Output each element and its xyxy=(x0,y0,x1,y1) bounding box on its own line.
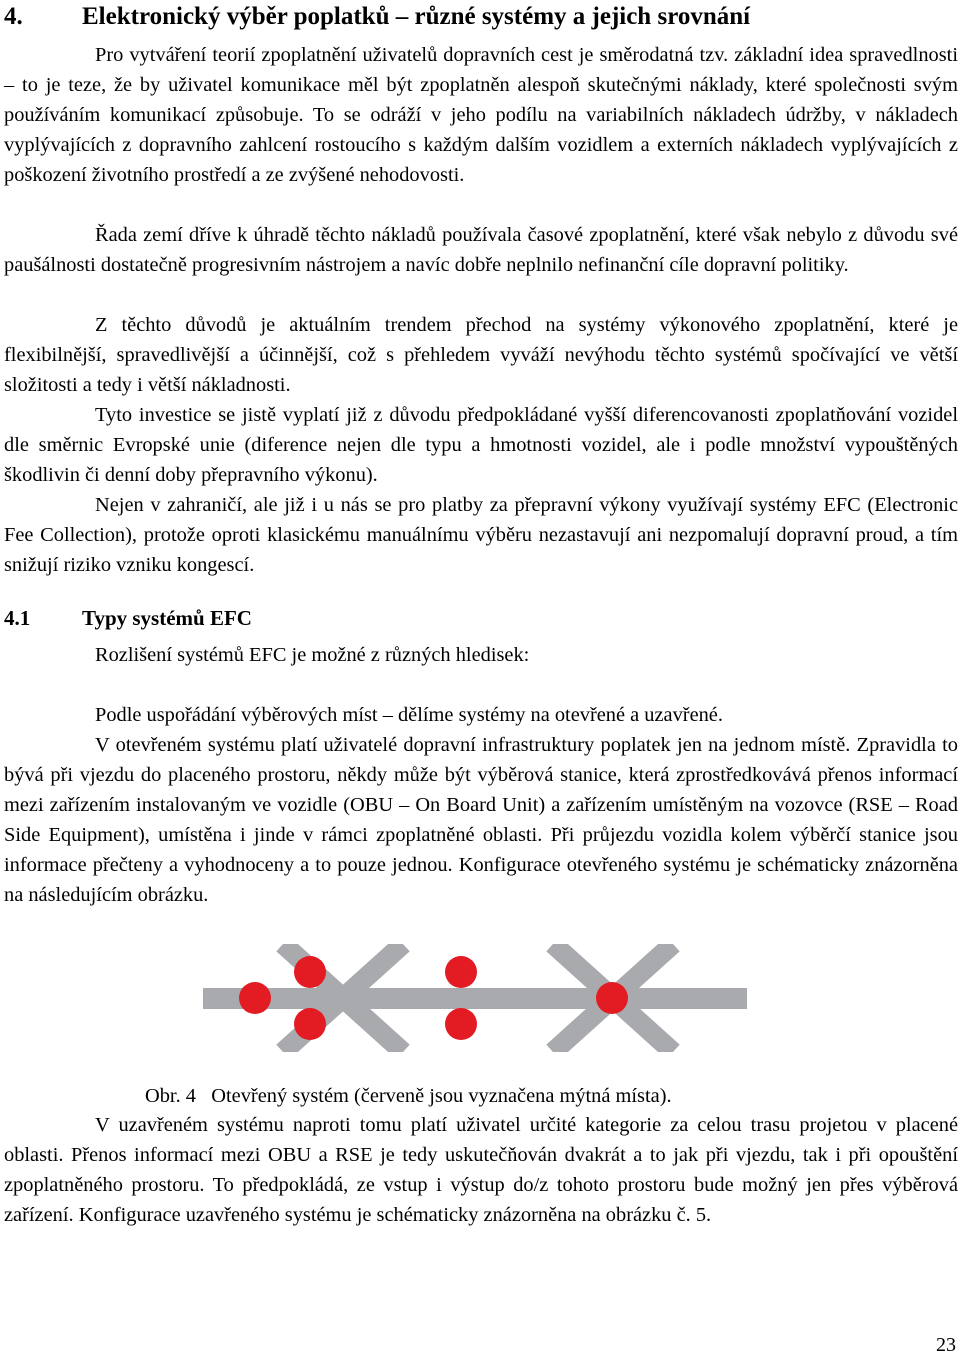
paragraph-2: Řada zemí dříve k úhradě těchto nákladů používala časové zpoplatnění, které však nebylo z důvodu své paušálnosti dostatečně progresivním nástrojem a navíc dobře neplnilo nefinanční cíle dopravní politiky. xyxy=(4,224,958,276)
paragraph-6: Rozlišení systémů EFC je možné z různých hledisek: xyxy=(95,644,530,666)
section-title: Elektronický výběr poplatků – různé systémy a jejich srovnání xyxy=(82,3,751,30)
paragraph-9: V uzavřeném systému naproti tomu platí uživatel určité kategorie za celou trasu projetou v placené oblasti. Přenos informací mezi OBU a RSE je tedy uskutečňován dvakrát a to jak při vjezdu, tak i při opouštění zpoplatněného prostoru. To předpokládá, ze vstup i výstup do/z tohoto prostoru bude možný jen přes výběrová zařízení. Konfigurace uzavřeného systému je schématicky znázorněna na obrázku č. 5. xyxy=(4,1114,958,1226)
figure-caption: Obr. 4 Otevřený systém (červeně jsou vyznačena mýtná místa). xyxy=(145,1085,672,1107)
paragraph-7: Podle uspořádání výběrových míst – dělíme systémy na otevřené a uzavřené. xyxy=(95,704,723,726)
toll-point xyxy=(445,1008,477,1040)
toll-point xyxy=(239,982,271,1014)
diagram-roads xyxy=(203,944,747,1052)
paragraph-4: Tyto investice se jistě vyplatí již z důvodu předpokládané vyšší diferencovanosti zpoplatňování vozidel dle směrnic Evropské unie (diference nejen dle typu a hmotnosti vozidel, ale i podle množství vypouštěných škodlivin či denní doby přepravního výkonu). xyxy=(4,404,958,486)
section-number: 4. xyxy=(4,3,23,30)
subsection-title: Typy systémů EFC xyxy=(82,606,252,630)
subsection-number: 4.1 xyxy=(4,606,31,630)
paragraph-3: Z těchto důvodů je aktuálním trendem přechod na systémy výkonového zpoplatnění, které je flexibilnější, spravedlivější a účinnější, což s přehledem vyváží nevýhodu těchto systémů spočívající ve větší složitosti a tedy i větší nákladnosti. xyxy=(4,314,958,396)
toll-point xyxy=(445,956,477,988)
toll-point xyxy=(294,956,326,988)
page-number: 23 xyxy=(936,1334,956,1356)
open-system-diagram xyxy=(203,944,747,1052)
main-road xyxy=(203,988,747,1009)
paragraph-8: V otevřeném systému platí uživatelé dopravní infrastruktury poplatek jen na jednom místě. Zpravidla to bývá při vjezdu do placeného prostoru, někdy může být výběrová stanice, která zprostředkovává přenos informací mezi zařízením instalovaným ve vozidle (OBU – On Board Unit) a zařízením umístěným na vozovce (RSE – Road Side Equipment), umístěna i jinde v rámci zpoplatněné oblasti. Při průjezdu vozidla kolem výběrčí stanice jsou informace přečteny a vyhodnoceny a to pouze jednou. Konfigurace otevřeného systému je schématicky znázorněna na následujícím obrázku. xyxy=(4,734,958,906)
toll-point xyxy=(596,982,628,1014)
paragraph-5: Nejen v zahraničí, ale již i u nás se pro platby za přepravní výkony využívají systémy EFC (Electronic Fee Collection), protože oproti klasickému manuálnímu výběru nezastavují ani nezpomalují dopravní proud, a tím snižují riziko vzniku kongescí. xyxy=(4,494,958,576)
paragraph-1: Pro vytváření teorií zpoplatnění uživatelů dopravních cest je směrodatná tzv. základní idea spravedlnosti – to je teze, že by uživatel komunikace měl být zpoplatněn alespoň skutečnými náklady, které společnosti svým používáním komunikací způsobuje. To se odráží v jeho podílu na variabilních nákladech údržby, v nákladech vyplývajících z dopravního zahlcení rostoucího s každým dalším vozidlem a externích nákladech vyplývajících z poškození životního prostředí a ze zvýšené nehodovosti. xyxy=(4,44,958,186)
section-heading xyxy=(4,2,750,32)
subsection-heading xyxy=(4,603,252,633)
toll-point xyxy=(294,1008,326,1040)
